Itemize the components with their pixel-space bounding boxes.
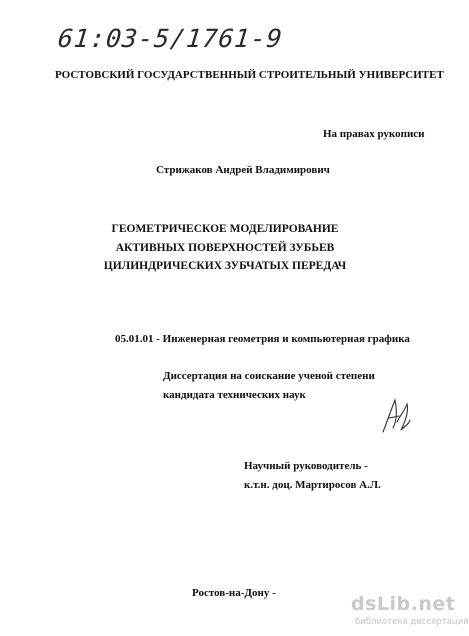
- supervisor-label: Научный руководитель -: [244, 460, 368, 472]
- author-name: Стрижаков Андрей Владимирович: [156, 164, 330, 176]
- specialty-code: 05.01.01 - Инженерная геометрия и компьютерная графика: [115, 333, 410, 345]
- dissertation-degree-line-2: кандидата технических наук: [163, 389, 306, 401]
- dissertation-degree-line-1: Диссертация на соискание ученой степени: [163, 370, 375, 382]
- thesis-title-line-2: АКТИВНЫХ ПОВЕРХНОСТЕЙ ЗУБЬЕВ: [115, 242, 335, 254]
- manuscript-rights-note: На правах рукописи: [323, 128, 425, 140]
- thesis-title-line-1: ГЕОМЕТРИЧЕСКОЕ МОДЕЛИРОВАНИЕ: [111, 223, 339, 235]
- handwritten-signature: [377, 392, 413, 440]
- university-name: РОСТОВСКИЙ ГОСУДАРСТВЕННЫЙ СТРОИТЕЛЬНЫЙ УНИВЕРСИТЕТ: [55, 69, 444, 81]
- watermark-subtitle: библиотека диссертаций: [355, 617, 469, 627]
- supervisor-name: к.т.н. доц. Мартиросов А.Л.: [244, 479, 381, 491]
- city-line: Ростов-на-Дону -: [192, 587, 276, 599]
- thesis-title-line-3: ЦИЛИНДРИЧЕСКИХ ЗУБЧАТЫХ ПЕРЕДАЧ: [103, 260, 347, 272]
- catalog-number: 61:03-5/1761-9: [56, 24, 285, 53]
- watermark-logo: dsLib.net: [351, 593, 456, 615]
